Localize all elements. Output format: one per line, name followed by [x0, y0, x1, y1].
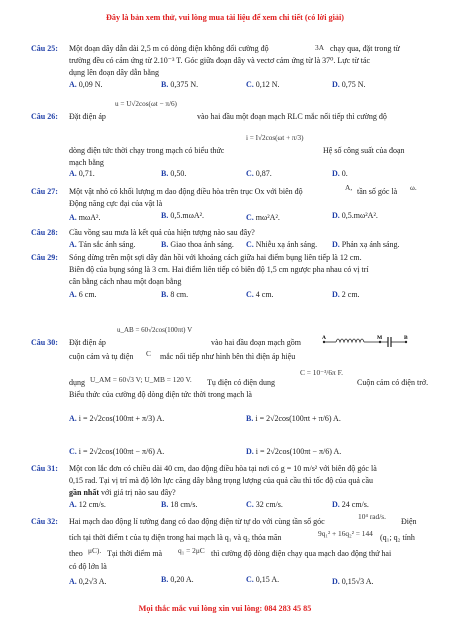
q32-line2a: tích tại thời điểm t của tụ điện trong hai mạch là q₁ và q₂ thỏa mãn — [69, 533, 282, 542]
q25-line1a: Một đoạn dây dẫn dài 2,5 m có dòng điện không đổi cường độ — [69, 44, 269, 53]
q26-line1b: vào hai đầu một đoạn mạch RLC mắc nối tiếp thì cường độ — [197, 112, 387, 121]
q32-line3a: theo — [69, 549, 83, 558]
page-footer: Mọi thắc mắc vui lòng xin vui lòng: 084 283 45 85 — [138, 604, 312, 613]
q28-line1: Cầu vồng sau mưa là kết quả của hiện tượng nào sau đây? — [69, 228, 255, 237]
q27-omega-symbol: ω. — [410, 183, 417, 192]
q26-option-c[interactable]: C. 0,87. — [246, 169, 272, 178]
q27-line1a: Một vật nhỏ có khối lượng m dao động điều hòa trên trục Ox với biên độ — [69, 187, 303, 196]
q25-option-a[interactable]: A. 0,09 N. — [69, 80, 103, 89]
q25-line3: dụng lên đoạn dây dẫn bằng — [69, 68, 159, 77]
q32-unit-symbol: μC). — [88, 546, 102, 555]
q32-line1a: Hai mạch dao động lí tưởng đang có dao động điện từ tự do với cùng tần số góc — [69, 517, 325, 526]
question-27-number: Câu 27: — [31, 187, 58, 196]
q32-line3c: thì cường độ dòng điện chạy qua mạch dao động thứ hai — [211, 549, 392, 558]
q30-option-c[interactable]: C. i = 2√2cos(100πt − π/6) A. — [69, 447, 165, 456]
q30-capacitance-formula: C = 10⁻³/6π F. — [300, 368, 343, 377]
q30-capacitor-symbol: C — [146, 349, 151, 358]
q31-line1: Một con lắc đơn có chiều dài 40 cm, dao động điều hòa tại nơi có g = 10 m/s² với biên độ góc là — [69, 464, 377, 473]
q26-voltage-formula: u = U√2cos(ωt − π/6) — [115, 100, 177, 108]
q30-voltage-formula: u_AB = 60√2cos(100πt) V — [117, 326, 193, 334]
circuit-label-b: B — [404, 335, 408, 341]
q27-option-c[interactable]: C. mω²A². — [246, 213, 280, 222]
q31-line3: gần nhất với giá trị nào sau đây? — [69, 488, 176, 497]
q26-option-b[interactable]: B. 0,50. — [161, 169, 187, 178]
q29-line3: cân bằng cách nhau một đoạn bằng — [69, 277, 182, 286]
question-30-number: Câu 30: — [31, 338, 58, 347]
q32-charge-equation: 9q₁² + 16q₂² = 144 — [318, 529, 373, 538]
q32-line2b: (q₁; q₂ tính — [380, 533, 415, 542]
q31-option-a[interactable]: A. 12 cm/s. — [69, 500, 106, 509]
q28-option-d[interactable]: D. Phản xạ ánh sáng. — [332, 240, 400, 249]
q26-option-d[interactable]: D. 0. — [332, 169, 348, 178]
inductor-icon — [336, 339, 364, 342]
page-header: Đây là bản xem thử, vui lòng mua tài liệu để xem chi tiết (có lời giải) — [105, 13, 344, 22]
q30-line3a: dụng — [69, 378, 85, 387]
q31-option-d[interactable]: D. 24 cm/s. — [332, 500, 369, 509]
circuit-label-a: A — [322, 335, 326, 341]
question-32-number: Câu 32: — [31, 517, 58, 526]
q32-option-c[interactable]: C. 0,15 A. — [246, 575, 280, 584]
q30-line2b: mắc nối tiếp như hình bên thì điện áp hiệu — [160, 352, 296, 361]
q31-option-c[interactable]: C. 32 cm/s. — [246, 500, 283, 509]
circuit-diagram — [322, 333, 412, 349]
q31-option-b[interactable]: B. 18 cm/s. — [161, 500, 198, 509]
circuit-label-m: M — [377, 335, 383, 341]
q32-option-a[interactable]: A. 0,2√3 A. — [69, 577, 107, 586]
question-25-number: Câu 25: — [31, 44, 58, 53]
q29-option-c[interactable]: C. 4 cm. — [246, 290, 274, 299]
q30-line2a: cuộn cảm và tụ điện — [69, 352, 134, 361]
q28-option-b[interactable]: B. Giao thoa ánh sáng. — [161, 240, 234, 249]
q26-line3: mạch bằng — [69, 158, 104, 167]
q25-current-formula: 3A — [315, 43, 325, 52]
q25-option-c[interactable]: C. 0,12 N. — [246, 80, 280, 89]
q32-option-b[interactable]: B. 0,20 A. — [161, 575, 194, 584]
q26-line1a: Đặt điện áp — [69, 112, 106, 121]
q26-line2b: Hệ số công suất của đoạn — [323, 146, 405, 155]
q26-option-a[interactable]: A. 0,71. — [69, 169, 95, 178]
question-26-number: Câu 26: — [31, 112, 58, 121]
q29-line1: Sóng dừng trên một sợi dây đàn hồi với khoảng cách giữa hai điểm bụng liên tiếp là 12 cm. — [69, 253, 362, 262]
q25-line1b: chạy qua, đặt trong từ — [330, 44, 400, 53]
q29-option-b[interactable]: B. 8 cm. — [161, 290, 189, 299]
q30-option-b[interactable]: B. i = 2√2cos(100πt + π/6) A. — [246, 414, 341, 423]
q27-line2: Động năng cực đại của vật là — [69, 199, 163, 208]
q25-option-d[interactable]: D. 0,75 N. — [332, 80, 366, 89]
q27-line1b: tần số góc là — [357, 187, 398, 196]
q30-line3b: Tụ điện có điện dung — [207, 378, 275, 387]
q29-line2: Biên độ của bụng sóng là 3 cm. Hai điểm liên tiếp có biên độ 1,5 cm ngược pha nhau có vị trí — [69, 265, 369, 274]
question-29-number: Câu 29: — [31, 253, 58, 262]
q28-option-c[interactable]: C. Nhiễu xạ ánh sáng. — [246, 240, 318, 249]
q30-line3c: Cuộn cảm có điện trở. — [357, 378, 429, 387]
q32-line3b: Tại thời điểm mà — [107, 549, 163, 558]
q32-q1-value: q₁ = 2μC — [178, 546, 205, 555]
question-31-number: Câu 31: — [31, 464, 58, 473]
q27-amplitude-symbol: A, — [345, 183, 353, 192]
q29-option-a[interactable]: A. 6 cm. — [69, 290, 97, 299]
q30-option-a[interactable]: A. i = 2√2cos(100πt + π/3) A. — [69, 414, 165, 423]
q26-line2a: dòng điện tức thời chạy trong mạch có biểu thức — [69, 146, 225, 155]
question-28-number: Câu 28: — [31, 228, 58, 237]
q30-line1b: vào hai đầu đoạn mạch gồm — [211, 338, 301, 347]
q27-option-b[interactable]: B. 0,5.mωA². — [161, 211, 205, 220]
q32-line4: có độ lớn là — [69, 562, 107, 571]
q32-option-d[interactable]: D. 0,15√3 A. — [332, 577, 374, 586]
q28-option-a[interactable]: A. Tán sắc ánh sáng. — [69, 240, 136, 249]
q30-option-d[interactable]: D. i = 2√2cos(100πt − π/6) A. — [246, 447, 342, 456]
q25-line2: trường đều có cảm ứng từ 2.10⁻³ T. Góc giữa đoạn dây và vectơ cảm ứng từ là 37⁰. Lực từ tác — [69, 56, 371, 65]
q25-option-b[interactable]: B. 0,375 N. — [161, 80, 199, 89]
q30-line1a: Đặt điện áp — [69, 338, 106, 347]
q31-line2: 0,15 rad. Tại vị trí mà độ lớn lực căng dây bằng trọng lượng của quả cầu thì tốc độ của quả cầu — [69, 476, 374, 485]
q27-option-d[interactable]: D. 0,5.mω²A². — [332, 211, 378, 220]
q30-line4: Biểu thức của cường độ dòng điện tức thời trong mạch là — [69, 390, 252, 399]
q30-voltages-formula: U_AM = 60√3 V; U_MB = 120 V. — [90, 375, 192, 384]
q32-frequency-formula: 10⁴ rad/s. — [358, 512, 387, 521]
q26-current-formula: i = I√2cos(ωt + π/3) — [246, 134, 304, 142]
q32-line1b: Điện — [401, 517, 417, 526]
q29-option-d[interactable]: D. 2 cm. — [332, 290, 360, 299]
q27-option-a[interactable]: A. mωA². — [69, 213, 101, 222]
